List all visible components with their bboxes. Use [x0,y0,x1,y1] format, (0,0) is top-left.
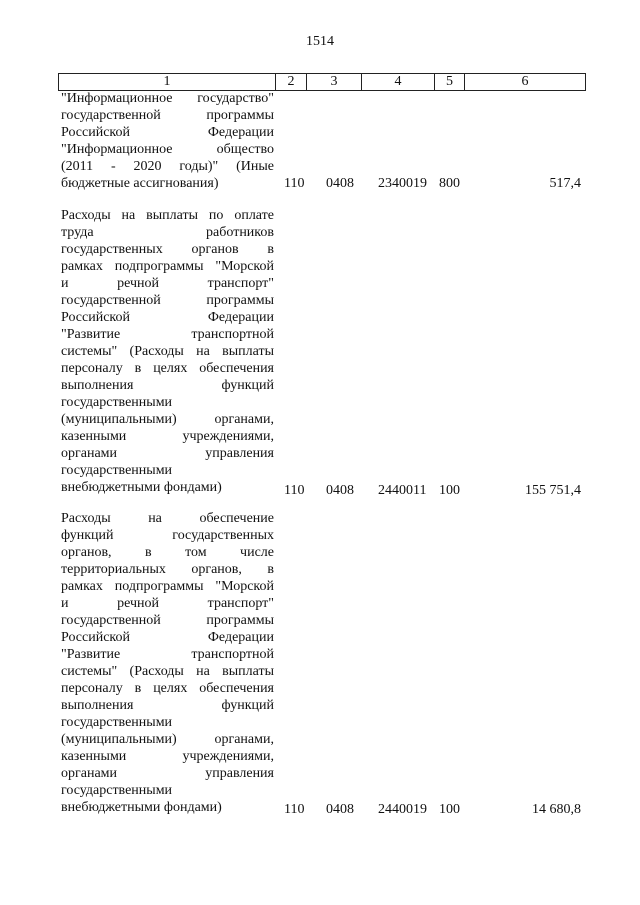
description-line: бюджетные ассигнования) [61,176,219,191]
description-line: "Информационное общество [61,142,274,157]
description-line: "Развитие транспортной [61,647,274,662]
description-line: рамках подпрограммы "Морской [61,579,274,594]
description-line: органами управления [61,446,274,461]
description-line: казенными учреждениями, [61,749,274,764]
description-line: и речной транспорт" [61,596,274,611]
description-line: (2011 - 2020 годы)" (Иные [61,159,274,174]
header-cell: 4 [362,74,435,91]
description-line: Российской Федерации [61,310,274,325]
amount-value: 155 751,4 [525,483,581,498]
description-line: органов, в том числе [61,545,274,560]
section-code: 0408 [326,176,354,191]
description-line: государственной программы [61,293,274,308]
header-cell: 6 [465,74,586,91]
description-line: "Информационное государство" [61,91,274,106]
section-code: 0408 [326,802,354,817]
column-header-table [58,73,586,91]
description-line: (муниципальными) органами, [61,412,274,427]
description-line: государственными [61,783,173,798]
column-header-row [59,74,586,91]
description-line: Российской Федерации [61,630,274,645]
description-line: государственных органов в [61,242,274,257]
description-line: территориальных органов, в [61,562,274,577]
description-line: (муниципальными) органами, [61,732,274,747]
expense-type-code: 100 [439,802,460,817]
description-line: и речной транспорт" [61,276,274,291]
row-description [61,510,274,816]
description-line: государственными [61,463,173,478]
description-line: внебюджетными фондами) [61,480,222,495]
header-cell: 5 [435,74,465,91]
ministry-code: 110 [284,802,305,817]
row-description [61,207,274,496]
page-number: 1514 [306,34,334,49]
header-cell: 1 [59,74,276,91]
description-line: выполнения функций [61,378,274,393]
article-code: 2440011 [378,483,427,498]
description-line: внебюджетными фондами) [61,800,222,815]
description-line: рамках подпрограммы "Морской [61,259,274,274]
description-line: труда работников [61,225,274,240]
description-line: государственной программы [61,108,274,123]
ministry-code: 110 [284,176,305,191]
description-line: органами управления [61,766,274,781]
description-line: казенными учреждениями, [61,429,274,444]
description-line: государственными [61,395,173,410]
description-line: системы" (Расходы на выплаты [61,664,274,679]
article-code: 2440019 [378,802,427,817]
ministry-code: 110 [284,483,305,498]
description-line: государственными [61,715,173,730]
row-description [61,90,274,192]
description-line: государственной программы [61,613,274,628]
description-line: функций государственных [61,528,274,543]
description-line: персоналу в целях обеспечения [61,361,274,376]
description-line: системы" (Расходы на выплаты [61,344,274,359]
description-line: выполнения функций [61,698,274,713]
header-cell: 3 [307,74,362,91]
description-line: Расходы на выплаты по оплате [61,208,274,223]
article-code: 2340019 [378,176,427,191]
amount-value: 14 680,8 [532,802,581,817]
amount-value: 517,4 [549,176,581,191]
expense-type-code: 100 [439,483,460,498]
description-line: "Развитие транспортной [61,327,274,342]
description-line: Российской Федерации [61,125,274,140]
header-cell: 2 [276,74,307,91]
expense-type-code: 800 [439,176,460,191]
description-line: Расходы на обеспечение [61,511,274,526]
section-code: 0408 [326,483,354,498]
description-line: персоналу в целях обеспечения [61,681,274,696]
